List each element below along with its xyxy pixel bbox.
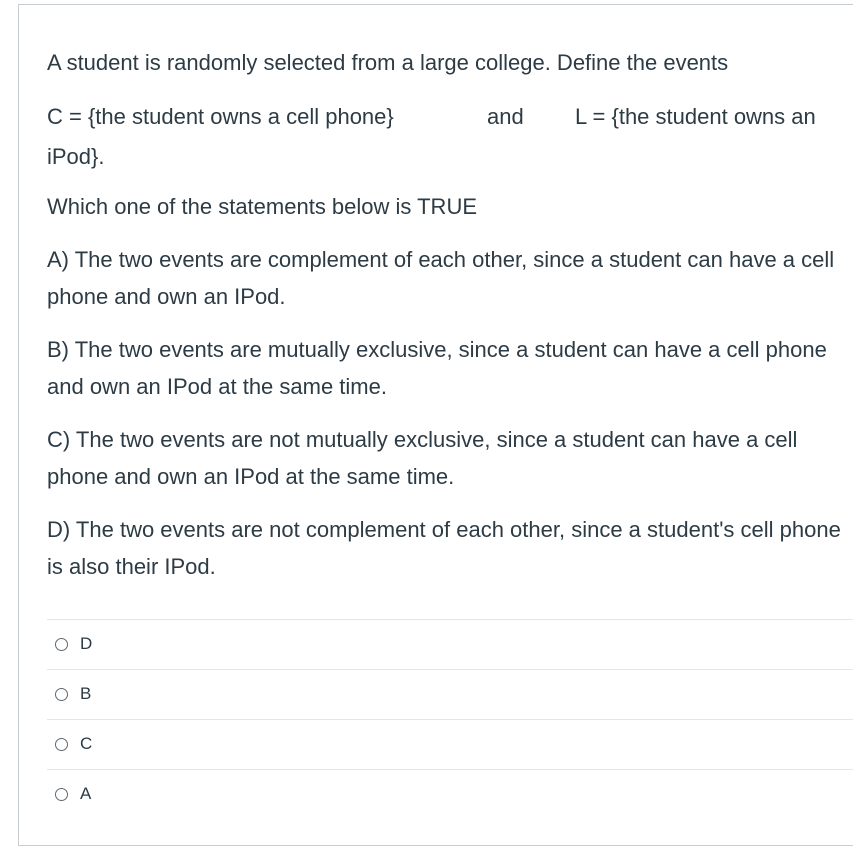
- event-l-definition: L = {the student owns an: [575, 104, 816, 129]
- answer-label: D: [80, 634, 93, 653]
- event-l-definition-continued: iPod}.: [47, 144, 105, 169]
- statement-b: B) The two events are mutually exclusive, since a student can have a cell phone and own an IPod at the same time.: [47, 337, 827, 399]
- statement-a: A) The two events are complement of each other, since a student can have a cell phone and own an IPod.: [47, 247, 835, 309]
- answer-option-a[interactable]: [47, 769, 853, 819]
- statement-c: C) The two events are not mutually exclusive, since a student can have a cell phone and own an IPod at the same time.: [47, 427, 798, 489]
- event-definitions: [47, 98, 853, 135]
- radio-button[interactable]: [55, 638, 68, 651]
- radio-button[interactable]: [55, 738, 68, 751]
- answer-label: A: [80, 784, 92, 803]
- question-card: [18, 4, 853, 846]
- radio-button[interactable]: [55, 788, 68, 801]
- answer-option-d[interactable]: [47, 619, 853, 669]
- question-prompt: Which one of the statements below is TRUE: [47, 194, 478, 219]
- statement-d: D) The two events are not complement of each other, since a student's cell phone is also their IPod.: [47, 517, 841, 579]
- answer-option-b[interactable]: [47, 669, 853, 719]
- radio-button[interactable]: [55, 688, 68, 701]
- answer-label: C: [80, 734, 93, 753]
- question-intro: A student is randomly selected from a large college. Define the events: [47, 50, 729, 75]
- and-word: and: [487, 104, 524, 129]
- event-c-definition: C = {the student owns a cell phone}: [47, 104, 394, 129]
- answer-label: B: [80, 684, 92, 703]
- answer-choices: [47, 619, 853, 819]
- answer-option-c[interactable]: [47, 719, 853, 769]
